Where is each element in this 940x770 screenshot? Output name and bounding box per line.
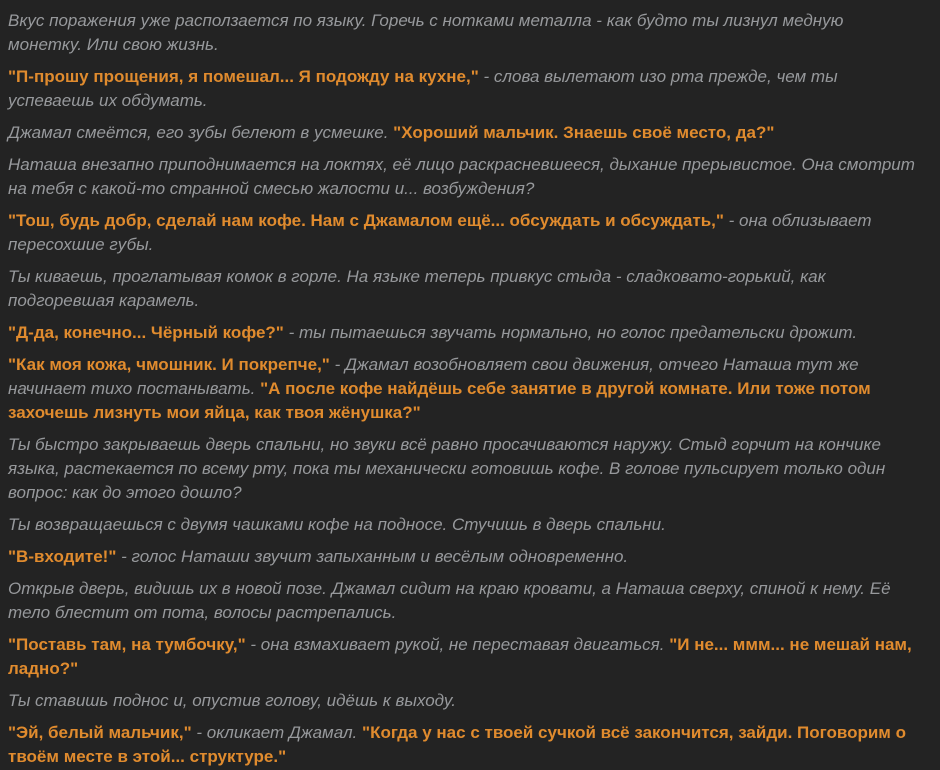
story-paragraph: [8, 577, 920, 625]
story-paragraph: [8, 209, 920, 257]
speech-text: "Эй, белый мальчик,": [8, 723, 192, 742]
speech-text: "Тош, будь добр, сделай нам кофе. Нам с Джамалом ещё... обсуждать и обсуждать,": [8, 211, 724, 230]
narration-text: Ты быстро закрываешь дверь спальни, но звуки всё равно просачиваются наружу. Стыд горчит на кончике языка, растекается по всему рту, пока ты механически готовишь кофе. В голове пульсирует только один вопрос: как до этого дошло?: [8, 435, 886, 502]
story-paragraph: [8, 689, 920, 713]
story-paragraph: [8, 65, 920, 113]
narration-text: Наташа внезапно приподнимается на локтях, её лицо раскрасневшееся, дыхание прерывистое. Она смотрит на тебя с какой-то странной смесью жалости и... возбуждения?: [8, 155, 915, 198]
speech-text: "Поставь там, на тумбочку,": [8, 635, 246, 654]
narration-text: - она взмахивает рукой, не переставая двигаться.: [245, 635, 670, 654]
narration-text: - она облизывает пересохшие губы.: [8, 211, 872, 254]
story-paragraph: [8, 321, 920, 345]
story-paragraph: [8, 265, 920, 313]
story-paragraph: [8, 121, 920, 145]
speech-text: "Хороший мальчик. Знаешь своё место, да?": [393, 123, 775, 142]
speech-text: "И не... ммм... не мешай нам, ладно?": [8, 635, 912, 678]
narration-text: Вкус поражения уже расползается по языку. Горечь с нотками металла - как будто ты лизнул медную монетку. Или свою жизнь.: [8, 11, 844, 54]
narration-text: - ты пытаешься звучать нормально, но голос предательски дрожит.: [283, 323, 858, 342]
narration-text: Ты возвращаешься с двумя чашками кофе на подносе. Стучишь в дверь спальни.: [8, 515, 666, 534]
narration-text: - окликает Джамал.: [191, 723, 363, 742]
story-paragraph: [8, 353, 920, 425]
narration-text: Ты киваешь, проглатывая комок в горле. На языке теперь привкус стыда - сладковато-горький, как подгоревшая карамель.: [8, 267, 826, 310]
speech-text: "П-прошу прощения, я помешал... Я подожду на кухне,": [8, 67, 479, 86]
speech-text: "Как моя кожа, чмошник. И покрепче,": [8, 355, 330, 374]
narration-text: Джамал смеётся, его зубы белеют в усмешке.: [8, 123, 394, 142]
speech-text: "Д-да, конечно... Чёрный кофе?": [8, 323, 284, 342]
story-paragraph: [8, 633, 920, 681]
narration-text: - Джамал возобновляет свои движения, отчего Наташа тут же начинает тихо постанывать.: [8, 355, 859, 398]
story-paragraph: [8, 721, 920, 769]
narration-text: Ты ставишь поднос и, опустив голову, идёшь к выходу.: [8, 691, 456, 710]
story-paragraph: [8, 513, 920, 537]
narration-text: Открыв дверь, видишь их в новой позе. Джамал сидит на краю кровати, а Наташа сверху, спиной к нему. Её тело блестит от пота, волосы растрепались.: [8, 579, 891, 622]
speech-text: "В-входите!": [8, 547, 117, 566]
speech-text: "Когда у нас с твоей сучкой всё закончится, зайди. Поговорим о твоём месте в этой... структуре.": [8, 723, 906, 766]
narration-text: - слова вылетают изо рта прежде, чем ты успеваешь их обдумать.: [8, 67, 838, 110]
story-paragraph: [8, 433, 920, 505]
story-paragraph: [8, 545, 920, 569]
speech-text: "А после кофе найдёшь себе занятие в другой комнате. Или тоже потом захочешь лизнуть мои яйца, как твоя жёнушка?": [8, 379, 871, 422]
story-paragraph: [8, 153, 920, 201]
narration-text: - голос Наташи звучит запыханным и весёлым одновременно.: [116, 547, 629, 566]
story-paragraph: [8, 9, 920, 57]
